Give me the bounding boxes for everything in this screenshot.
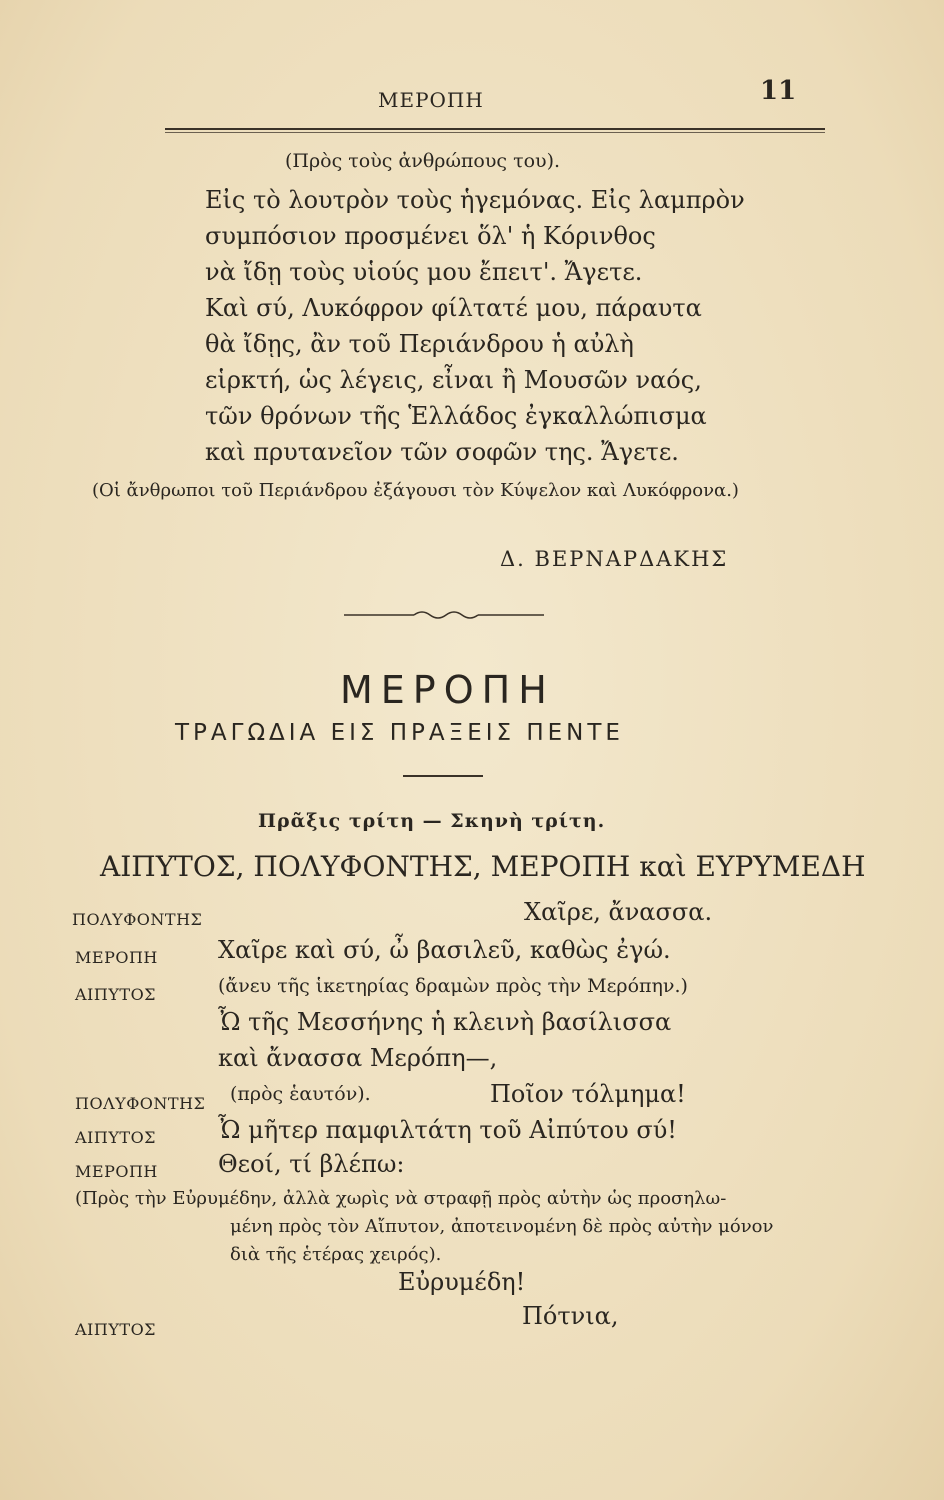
header-rule-thin: [165, 132, 825, 133]
verse-line: νὰ ἴδῃ τοὺς υἱούς μου ἔπειτ'. Ἄγετε.: [205, 258, 643, 286]
stage-direction: μένη πρὸς τὸν Αἴπυτον, ἀποτεινομένη δὲ πρὸς αὐτὴν μόνον: [230, 1216, 774, 1237]
dialogue-line: Εὐρυμέδη!: [398, 1268, 526, 1296]
verse-line: καὶ πρυτανεῖον τῶν σοφῶν της. Ἄγετε.: [205, 438, 679, 466]
dialogue-line: Ὦ τῆς Μεσσήνης ἡ κλεινὴ βασίλισσα: [218, 1008, 672, 1036]
speaker-name: ΑΙΠΥΤΟΣ: [75, 1320, 156, 1339]
stage-direction: (Οἱ ἄνθρωποι τοῦ Περιάνδρου ἐξάγουσι τὸν Κύψελον καὶ Λυκόφρονα.): [92, 480, 739, 501]
dialogue-line: Πότνια,: [522, 1302, 619, 1330]
speaker-name: ΑΙΠΥΤΟΣ: [75, 1128, 156, 1147]
speaker-name: ΑΙΠΥΤΟΣ: [75, 985, 156, 1004]
stage-direction: (Πρὸς τὴν Εὐρυμέδην, ἀλλὰ χωρὶς νὰ στραφῇ πρὸς αὐτὴν ὡς προσηλω-: [75, 1188, 727, 1209]
dialogue-line: Ποῖον τόλμημα!: [490, 1080, 686, 1108]
header-rule: [165, 128, 825, 130]
dialogue-line: Θεοί, τί βλέπω:: [218, 1150, 405, 1178]
stage-direction: (ἄνευ τῆς ἱκετηρίας δραμὼν πρὸς τὴν Μερόπην.): [218, 975, 688, 997]
verse-line: Καὶ σύ, Λυκόφρον φίλτατέ μου, πάραυτα: [205, 294, 702, 322]
act-scene-heading: Πρᾶξις τρίτη — Σκηνὴ τρίτη.: [258, 810, 606, 832]
speaker-name: ΠΟΛΥΦΟΝΤΗΣ: [72, 910, 203, 929]
speaker-name: ΠΟΛΥΦΟΝΤΗΣ: [75, 1094, 206, 1113]
stage-direction: διὰ τῆς ἑτέρας χειρός).: [230, 1244, 442, 1265]
play-title: ΜΕΡΟΠΗ: [340, 668, 555, 712]
page-number: 11: [760, 76, 797, 106]
verse-line: συμπόσιον προσμένει ὅλ' ἡ Κόρινθος: [205, 222, 656, 250]
verse-line: θὰ ἴδῃς, ἂν τοῦ Περιάνδρου ἡ αὐλὴ: [205, 330, 634, 358]
speaker-name: ΜΕΡΟΠΗ: [75, 1162, 158, 1181]
stage-direction: (Πρὸς τοὺς ἀνθρώπους του).: [285, 150, 561, 172]
verse-line: εἱρκτή, ὡς λέγεις, εἶναι ἢ Μουσῶν ναός,: [205, 366, 702, 394]
verse-line: Εἰς τὸ λουτρὸν τοὺς ἡγεμόνας. Εἰς λαμπρὸν: [205, 186, 745, 214]
play-subtitle: ΤΡΑΓΩΔΙΑ ΕΙΣ ΠΡΑΞΕΙΣ ΠΕΝΤΕ: [175, 720, 624, 746]
stage-direction: (πρὸς ἑαυτόν).: [230, 1083, 371, 1105]
dialogue-line: καὶ ἄνασσα Μερόπη—,: [218, 1044, 498, 1072]
verse-line: τῶν θρόνων τῆς Ἑλλάδος ἐγκαλλώπισμα: [205, 402, 707, 430]
speaker-name: ΜΕΡΟΠΗ: [75, 948, 158, 967]
running-title: ΜΕΡΟΠΗ: [378, 88, 484, 112]
author-signature: Δ. ΒΕΡΝΑΡΔΑΚΗΣ: [500, 547, 729, 571]
ornament-divider: [344, 608, 544, 622]
dialogue-line: Ὦ μῆτερ παμφιλτάτη τοῦ Αἰπύτου σύ!: [218, 1116, 677, 1144]
dialogue-line: Χαῖρε καὶ σύ, ὦ βασιλεῦ, καθὼς ἐγώ.: [218, 936, 671, 964]
dialogue-line: Χαῖρε, ἄνασσα.: [524, 898, 713, 926]
title-rule: [403, 775, 483, 777]
cast-list: ΑΙΠΥΤΟΣ, ΠΟΛΥΦΟΝΤΗΣ, ΜΕΡΟΠΗ καὶ ΕΥΡΥΜΕΔΗ: [100, 850, 866, 883]
